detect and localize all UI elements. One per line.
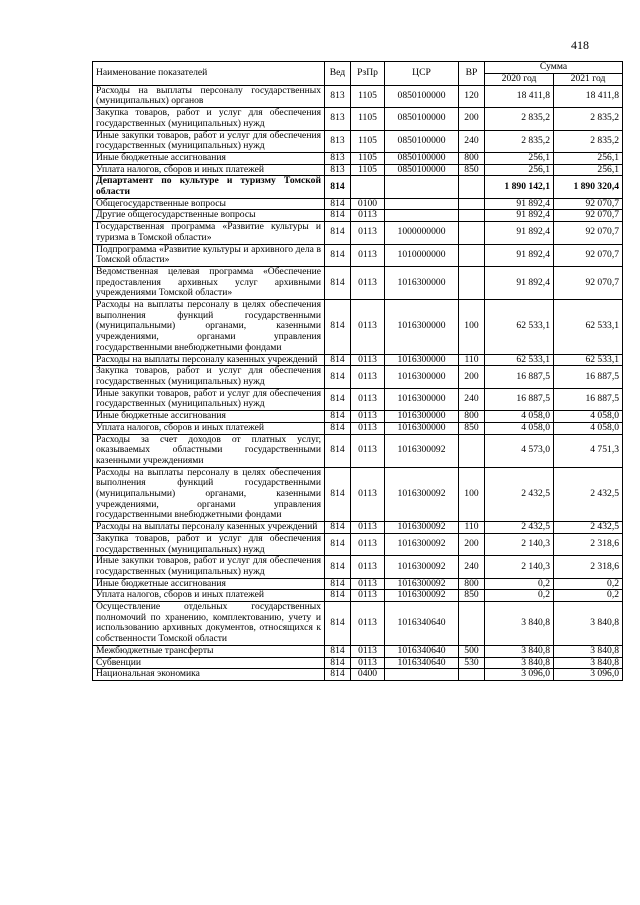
col-header-rzpr: РзПр — [351, 62, 385, 86]
row-ved: 814 — [325, 467, 351, 522]
row-value-2020: 18 411,8 — [485, 85, 554, 107]
row-rzpr: 0100 — [351, 198, 385, 210]
row-ved: 814 — [325, 176, 351, 198]
table-row — [93, 152, 623, 164]
row-name: Закупка товаров, работ и услуг для обеспечения государственных (муниципальных) нужд — [93, 108, 325, 130]
table-row — [93, 533, 623, 555]
row-ved: 814 — [325, 645, 351, 657]
row-value-2021: 92 070,7 — [554, 198, 623, 210]
table-row — [93, 176, 623, 198]
row-csr: 1016340640 — [385, 602, 459, 646]
row-value-2021: 62 533,1 — [554, 300, 623, 355]
table-row — [93, 645, 623, 657]
row-vr: 850 — [459, 422, 485, 434]
col-header-vr: ВР — [459, 62, 485, 86]
row-rzpr: 0113 — [351, 522, 385, 534]
row-value-2020: 3 096,0 — [485, 669, 554, 681]
table-row — [93, 388, 623, 410]
row-value-2020: 91 892,4 — [485, 222, 554, 244]
row-csr: 1016300092 — [385, 434, 459, 467]
col-header-sum: Сумма — [485, 62, 623, 74]
row-csr — [385, 198, 459, 210]
table-row — [93, 354, 623, 366]
row-rzpr: 0113 — [351, 222, 385, 244]
table-row — [93, 266, 623, 299]
table-row — [93, 522, 623, 534]
row-vr: 800 — [459, 152, 485, 164]
row-ved: 814 — [325, 522, 351, 534]
row-name: Уплата налогов, сборов и иных платежей — [93, 590, 325, 602]
row-name: Закупка товаров, работ и услуг для обеспечения государственных (муниципальных) нужд — [93, 366, 325, 388]
row-value-2020: 16 887,5 — [485, 366, 554, 388]
row-csr: 1016300000 — [385, 266, 459, 299]
row-ved: 813 — [325, 85, 351, 107]
row-rzpr: 0113 — [351, 411, 385, 423]
row-csr: 0850100000 — [385, 152, 459, 164]
row-csr — [385, 176, 459, 198]
row-value-2021: 0,2 — [554, 590, 623, 602]
row-value-2021: 16 887,5 — [554, 388, 623, 410]
row-vr — [459, 602, 485, 646]
row-ved: 814 — [325, 366, 351, 388]
row-vr — [459, 222, 485, 244]
row-csr: 1016300000 — [385, 411, 459, 423]
row-value-2020: 0,2 — [485, 578, 554, 590]
row-ved: 813 — [325, 152, 351, 164]
col-header-2021: 2021 год — [554, 73, 623, 85]
row-name: Межбюджетные трансферты — [93, 645, 325, 657]
row-rzpr: 1105 — [351, 85, 385, 107]
row-name: Иные закупки товаров, работ и услуг для обеспечения государственных (муниципальных) нужд — [93, 130, 325, 152]
row-name: Иные бюджетные ассигнования — [93, 411, 325, 423]
row-value-2020: 4 573,0 — [485, 434, 554, 467]
col-header-csr: ЦСР — [385, 62, 459, 86]
row-ved: 814 — [325, 300, 351, 355]
row-ved: 814 — [325, 602, 351, 646]
row-name: Национальная экономика — [93, 669, 325, 681]
row-ved: 814 — [325, 222, 351, 244]
row-csr: 1016300092 — [385, 533, 459, 555]
row-name: Общегосударственные вопросы — [93, 198, 325, 210]
row-csr: 1016300000 — [385, 388, 459, 410]
row-vr: 800 — [459, 411, 485, 423]
row-name: Уплата налогов, сборов и иных платежей — [93, 422, 325, 434]
row-value-2020: 2 140,3 — [485, 556, 554, 578]
row-value-2021: 256,1 — [554, 164, 623, 176]
row-rzpr: 1105 — [351, 130, 385, 152]
row-csr: 1016300000 — [385, 300, 459, 355]
table-row — [93, 244, 623, 266]
row-value-2020: 91 892,4 — [485, 198, 554, 210]
row-value-2020: 91 892,4 — [485, 266, 554, 299]
row-ved: 814 — [325, 556, 351, 578]
row-name: Подпрограмма «Развитие культуры и архивного дела в Томской области» — [93, 244, 325, 266]
row-value-2020: 62 533,1 — [485, 300, 554, 355]
row-rzpr: 0113 — [351, 645, 385, 657]
row-name: Закупка товаров, работ и услуг для обеспечения государственных (муниципальных) нужд — [93, 533, 325, 555]
row-vr: 800 — [459, 578, 485, 590]
row-vr: 100 — [459, 300, 485, 355]
row-name: Государственная программа «Развитие культуры и туризма в Томской области» — [93, 222, 325, 244]
row-csr: 1016300000 — [385, 354, 459, 366]
row-value-2021: 3 840,8 — [554, 602, 623, 646]
row-value-2021: 92 070,7 — [554, 210, 623, 222]
row-value-2020: 4 058,0 — [485, 411, 554, 423]
row-rzpr: 0113 — [351, 244, 385, 266]
row-ved: 814 — [325, 434, 351, 467]
row-name: Иные закупки товаров, работ и услуг для обеспечения государственных (муниципальных) нужд — [93, 556, 325, 578]
row-value-2021: 2 835,2 — [554, 130, 623, 152]
row-csr: 1016300092 — [385, 590, 459, 602]
table-row — [93, 657, 623, 669]
row-rzpr: 0113 — [351, 366, 385, 388]
row-value-2020: 62 533,1 — [485, 354, 554, 366]
row-csr: 1016300092 — [385, 578, 459, 590]
page-number: 418 — [571, 38, 589, 52]
row-vr: 240 — [459, 130, 485, 152]
row-value-2021: 2 432,5 — [554, 522, 623, 534]
row-rzpr: 0113 — [351, 590, 385, 602]
row-csr: 1016300092 — [385, 467, 459, 522]
row-csr: 0850100000 — [385, 130, 459, 152]
row-value-2021: 16 887,5 — [554, 366, 623, 388]
row-vr — [459, 669, 485, 681]
row-value-2021: 4 058,0 — [554, 411, 623, 423]
row-csr: 1016300000 — [385, 366, 459, 388]
row-vr: 200 — [459, 366, 485, 388]
table-row — [93, 602, 623, 646]
row-value-2021: 2 318,6 — [554, 533, 623, 555]
row-ved: 814 — [325, 388, 351, 410]
row-value-2020: 4 058,0 — [485, 422, 554, 434]
row-name: Осуществление отдельных государственных полномочий по хранению, комплектованию, учету и использованию архивных документов, относящихся к собственности Томской области — [93, 602, 325, 646]
row-rzpr: 0113 — [351, 266, 385, 299]
row-ved: 814 — [325, 210, 351, 222]
col-header-ved: Вед — [325, 62, 351, 86]
row-value-2021: 3 840,8 — [554, 657, 623, 669]
col-header-2020: 2020 год — [485, 73, 554, 85]
row-name: Ведомственная целевая программа «Обеспечение предоставления архивных услуг архивными учреждениями Томской области» — [93, 266, 325, 299]
row-value-2020: 256,1 — [485, 152, 554, 164]
row-vr — [459, 176, 485, 198]
row-rzpr: 1105 — [351, 152, 385, 164]
row-rzpr: 1105 — [351, 108, 385, 130]
row-value-2020: 16 887,5 — [485, 388, 554, 410]
table-row — [93, 669, 623, 681]
row-value-2021: 92 070,7 — [554, 266, 623, 299]
row-csr: 1016300092 — [385, 522, 459, 534]
row-value-2021: 4 751,3 — [554, 434, 623, 467]
row-vr: 530 — [459, 657, 485, 669]
table-body — [93, 85, 623, 680]
row-value-2021: 3 096,0 — [554, 669, 623, 681]
row-rzpr: 0113 — [351, 556, 385, 578]
row-vr: 850 — [459, 164, 485, 176]
row-ved: 814 — [325, 533, 351, 555]
row-name: Другие общегосударственные вопросы — [93, 210, 325, 222]
table-row — [93, 108, 623, 130]
row-ved: 814 — [325, 590, 351, 602]
row-value-2021: 0,2 — [554, 578, 623, 590]
row-vr — [459, 434, 485, 467]
row-value-2021: 2 835,2 — [554, 108, 623, 130]
row-value-2020: 91 892,4 — [485, 244, 554, 266]
row-vr: 240 — [459, 388, 485, 410]
row-csr: 1016340640 — [385, 657, 459, 669]
row-rzpr: 0113 — [351, 300, 385, 355]
row-csr: 1000000000 — [385, 222, 459, 244]
row-csr: 1010000000 — [385, 244, 459, 266]
table-row — [93, 467, 623, 522]
table-row — [93, 556, 623, 578]
row-name: Иные бюджетные ассигнования — [93, 152, 325, 164]
table-row — [93, 222, 623, 244]
row-ved: 814 — [325, 578, 351, 590]
row-value-2021: 18 411,8 — [554, 85, 623, 107]
row-vr — [459, 198, 485, 210]
row-name: Уплата налогов, сборов и иных платежей — [93, 164, 325, 176]
row-name: Расходы за счет доходов от платных услуг, оказываемых областными государственными казенными учреждениями — [93, 434, 325, 467]
row-rzpr: 0113 — [351, 533, 385, 555]
row-vr: 200 — [459, 108, 485, 130]
row-vr: 110 — [459, 522, 485, 534]
row-vr — [459, 210, 485, 222]
row-ved: 814 — [325, 411, 351, 423]
row-rzpr: 0113 — [351, 354, 385, 366]
row-ved: 814 — [325, 422, 351, 434]
row-vr: 240 — [459, 556, 485, 578]
table-row — [93, 198, 623, 210]
row-rzpr — [351, 176, 385, 198]
row-csr: 1016300000 — [385, 422, 459, 434]
row-value-2020: 0,2 — [485, 590, 554, 602]
row-rzpr: 0113 — [351, 657, 385, 669]
row-value-2020: 256,1 — [485, 164, 554, 176]
row-value-2021: 92 070,7 — [554, 244, 623, 266]
row-ved: 813 — [325, 108, 351, 130]
row-rzpr: 0113 — [351, 388, 385, 410]
row-value-2021: 62 533,1 — [554, 354, 623, 366]
row-value-2021: 2 432,5 — [554, 467, 623, 522]
table-row — [93, 578, 623, 590]
row-csr: 0850100000 — [385, 164, 459, 176]
row-vr: 200 — [459, 533, 485, 555]
table-row — [93, 434, 623, 467]
row-ved: 813 — [325, 164, 351, 176]
row-csr: 1016300092 — [385, 556, 459, 578]
row-value-2021: 3 840,8 — [554, 645, 623, 657]
row-name: Расходы на выплаты персоналу в целях обеспечения выполнения функций государственными (муниципальными) органами, казенными учреждениями, органами управления государственными внебюджетными фондами — [93, 467, 325, 522]
row-value-2020: 2 835,2 — [485, 130, 554, 152]
table-row — [93, 590, 623, 602]
budget-table — [92, 61, 623, 681]
row-rzpr: 0113 — [351, 422, 385, 434]
row-name: Расходы на выплаты персоналу казенных учреждений — [93, 354, 325, 366]
table-row — [93, 300, 623, 355]
row-csr: 0850100000 — [385, 85, 459, 107]
row-ved: 814 — [325, 354, 351, 366]
row-value-2021: 1 890 320,4 — [554, 176, 623, 198]
row-value-2020: 1 890 142,1 — [485, 176, 554, 198]
row-name: Субвенции — [93, 657, 325, 669]
row-vr: 850 — [459, 590, 485, 602]
row-value-2020: 2 835,2 — [485, 108, 554, 130]
table-row — [93, 130, 623, 152]
table-row — [93, 164, 623, 176]
row-value-2020: 2 432,5 — [485, 467, 554, 522]
row-ved: 814 — [325, 244, 351, 266]
row-vr: 500 — [459, 645, 485, 657]
row-name: Иные бюджетные ассигнования — [93, 578, 325, 590]
row-value-2020: 2 432,5 — [485, 522, 554, 534]
table-row — [93, 366, 623, 388]
row-rzpr: 0113 — [351, 434, 385, 467]
row-value-2021: 256,1 — [554, 152, 623, 164]
row-value-2021: 2 318,6 — [554, 556, 623, 578]
row-vr: 120 — [459, 85, 485, 107]
row-value-2020: 3 840,8 — [485, 657, 554, 669]
row-vr: 110 — [459, 354, 485, 366]
row-rzpr: 1105 — [351, 164, 385, 176]
row-rzpr: 0113 — [351, 602, 385, 646]
row-ved: 814 — [325, 657, 351, 669]
row-vr — [459, 266, 485, 299]
table-row — [93, 210, 623, 222]
row-name: Департамент по культуре и туризму Томской области — [93, 176, 325, 198]
row-rzpr: 0400 — [351, 669, 385, 681]
row-value-2021: 4 058,0 — [554, 422, 623, 434]
row-rzpr: 0113 — [351, 578, 385, 590]
row-value-2020: 3 840,8 — [485, 602, 554, 646]
table-row — [93, 85, 623, 107]
row-rzpr: 0113 — [351, 467, 385, 522]
row-vr — [459, 244, 485, 266]
row-name: Иные закупки товаров, работ и услуг для обеспечения государственных (муниципальных) нужд — [93, 388, 325, 410]
row-csr — [385, 669, 459, 681]
row-vr: 100 — [459, 467, 485, 522]
row-ved: 814 — [325, 198, 351, 210]
table-row — [93, 422, 623, 434]
col-header-name: Наименование показателей — [93, 62, 325, 86]
row-value-2020: 2 140,3 — [485, 533, 554, 555]
row-ved: 814 — [325, 669, 351, 681]
row-csr: 1016340640 — [385, 645, 459, 657]
row-ved: 813 — [325, 130, 351, 152]
row-name: Расходы на выплаты персоналу в целях обеспечения выполнения функций государственными (муниципальными) органами, казенными учреждениями, органами управления государственными внебюджетными фондами — [93, 300, 325, 355]
row-name: Расходы на выплаты персоналу государственных (муниципальных) органов — [93, 85, 325, 107]
row-value-2020: 91 892,4 — [485, 210, 554, 222]
row-rzpr: 0113 — [351, 210, 385, 222]
row-csr: 0850100000 — [385, 108, 459, 130]
row-csr — [385, 210, 459, 222]
row-ved: 814 — [325, 266, 351, 299]
table-row — [93, 411, 623, 423]
row-value-2020: 3 840,8 — [485, 645, 554, 657]
row-value-2021: 92 070,7 — [554, 222, 623, 244]
row-name: Расходы на выплаты персоналу казенных учреждений — [93, 522, 325, 534]
